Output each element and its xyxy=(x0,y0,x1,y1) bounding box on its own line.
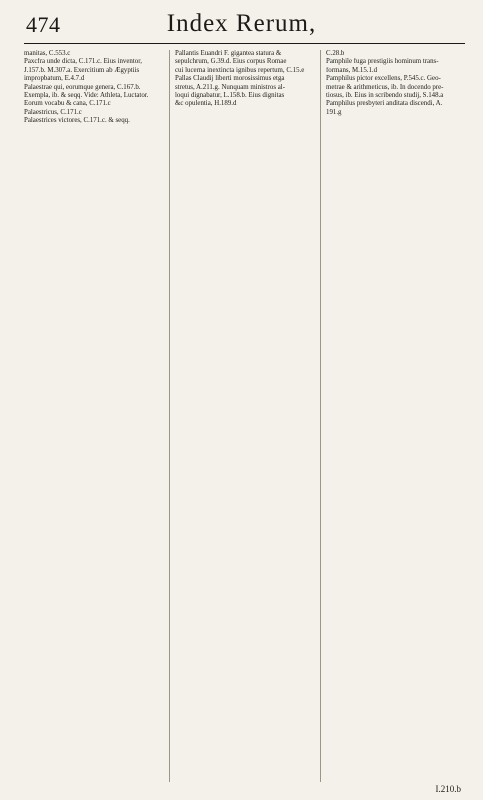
catchword: I.210.b xyxy=(435,784,461,794)
index-entry-line: formans, M.15.1.d xyxy=(326,66,378,74)
index-column xyxy=(24,50,163,782)
page-number: 474 xyxy=(26,12,61,37)
index-entry-line: metrae & arithmeticus, ib. In docendo pre- xyxy=(326,83,444,91)
index-entry-line: Eorum vocabu & cana, C.171.c xyxy=(24,100,111,108)
index-entry-line: Pamphilus pictor excellens, P.545.c. Geo- xyxy=(326,75,441,83)
page-header-title: Index Rerum, xyxy=(166,10,317,37)
index-entry-line: Pallantis Euandri F. gigantea statura & xyxy=(175,50,282,57)
index-entry-line: tiosus, ib. Eius in scribendo studij, S.148.a xyxy=(326,92,444,100)
index-column xyxy=(169,50,314,782)
index-entry-line: Palaestrae qui, eorumque genera, C.167.b. xyxy=(24,83,141,91)
index-entry-line: C.28.b xyxy=(326,50,345,57)
header-rule xyxy=(24,43,465,44)
index-entry-line: Pamphilus presbyteri anditata discendi, A. xyxy=(326,100,443,108)
index-entry-line: Palaestricus, C.171.c xyxy=(24,108,82,116)
index-entry-line: &c opulentia, H.189.d xyxy=(175,100,237,108)
index-entry-line: sepulchrum, G.39.d. Eius corpus Romae xyxy=(175,58,287,66)
index-entry-line: 191.g xyxy=(326,108,342,116)
index-entry-line: cui lucerna inextincta ignibus repertum, C.15.e xyxy=(175,66,305,74)
index-entry-line: Palaestrices victores, C.171.c. & seqq. xyxy=(24,117,130,125)
index-entry-line: Exempla, ib. & seqq. Vide: Athleta, Luctator. xyxy=(24,92,149,100)
index-column xyxy=(320,50,465,782)
index-entry-line: J.157.b. M.307.a. Exercitium ab Ægyptiis xyxy=(24,66,140,74)
index-entry-line: stretus, A.211.g. Nunquam ministros al- xyxy=(175,83,285,91)
index-entry-line: Pamphile fuga prestigiis hominum trans- xyxy=(326,58,439,66)
index-entry-line: Pallas Claudij liberti morosissimus etga xyxy=(175,75,285,83)
index-entry-line: Paxcfra unde dicta, C.171.c. Eius inventor, xyxy=(24,58,142,66)
index-entry-line: manitas, C.553.c xyxy=(24,50,71,57)
index-entry-line: impropbatum, E.4.7.d xyxy=(24,75,85,83)
index-entry-line: loqui dignabatur, L.158.b. Eius dignitas xyxy=(175,92,285,100)
index-columns xyxy=(24,50,465,782)
